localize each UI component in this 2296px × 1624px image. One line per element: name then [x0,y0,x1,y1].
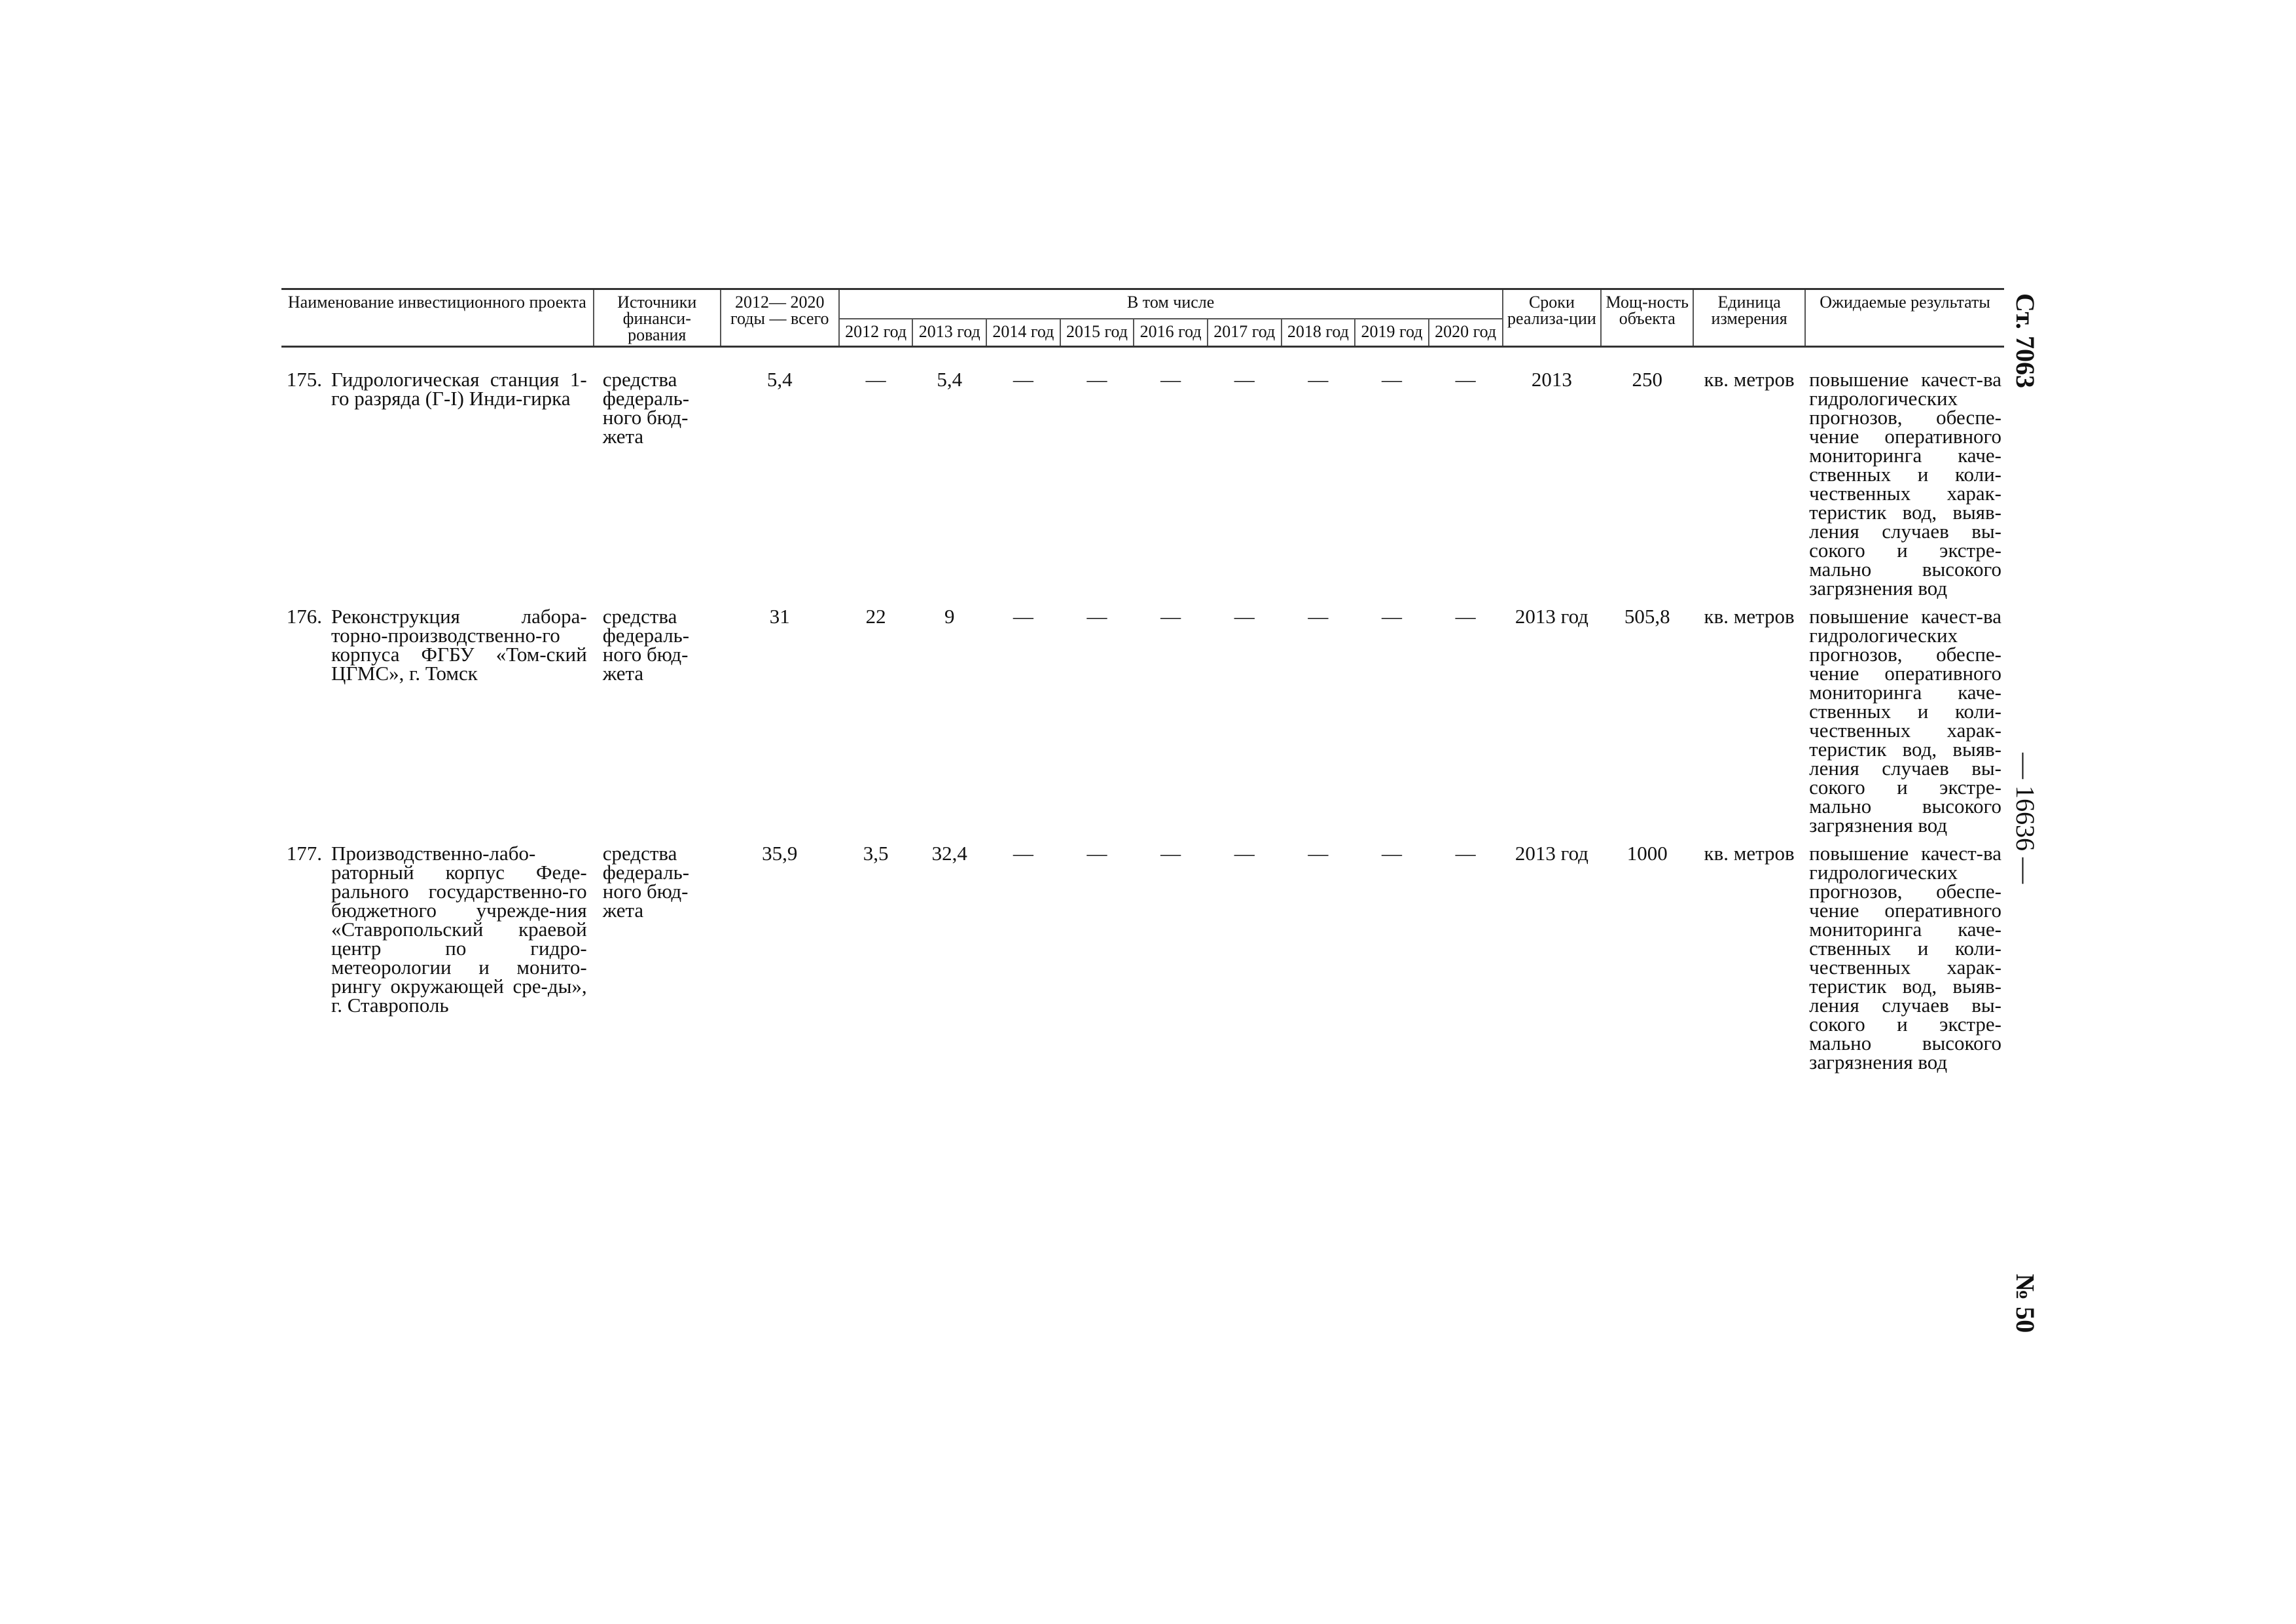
header-sources [594,289,721,347]
year-2016-value: — [1160,368,1181,391]
project-name-cell [281,844,594,1081]
year-2014-value: — [1013,368,1033,391]
year-2020-value: — [1455,368,1476,391]
total-amount: 35,9 [762,842,798,865]
year-2017-value: — [1234,605,1255,628]
table-body [281,347,2004,1081]
table-header [281,289,2004,347]
header-capacity [1601,289,1693,347]
header-year-2018: 2018 год [1282,319,1355,347]
expected-results: повышение качест-ва гидрологических прогнозов, обеспе-чение оперативного мониторинга каче-ственных и коли-чественных харак-теристик вод, выяв-ления случаев вы-сокого и экстре-мально высокого загрязнения вод [1809,842,2001,1074]
year-2019-value: — [1381,842,1402,865]
header-total-label: 2012— 2020 годы — всего [730,293,829,328]
year-2018-value: — [1308,605,1329,628]
investment-projects-table [281,288,2004,1081]
total-amount: 31 [769,605,790,628]
year-2019-value: — [1381,605,1402,628]
project-name: Реконструкция лабора-торно-производственно-го корпуса ФГБУ «Том-ский ЦГМС», г. Томск [331,605,587,685]
year-2016-value: — [1160,842,1181,865]
year-2015-value: — [1086,842,1107,865]
header-unit-label: Единица измерения [1711,293,1787,328]
header-year-2017: 2017 год [1208,319,1282,347]
table-row [281,844,2004,1081]
header-name-label: Наименование инвестиционного проекта [287,293,586,312]
funding-source: средства федераль-ного бюд-жета [602,842,690,922]
funding-source: средства федераль-ного бюд-жета [602,368,690,448]
header-including-label: В том числе [1126,293,1215,312]
year-2020-value: — [1455,842,1476,865]
article-number: Ст. 7063 [2011,293,2040,388]
year-2012-value: — [865,368,886,391]
table-row [281,607,2004,844]
project-name-cell [281,607,594,844]
header-year-2016: 2016 год [1134,319,1208,347]
header-unit [1693,289,1805,347]
header-including [839,289,1503,319]
year-2016-value: — [1160,605,1181,628]
project-name: Производственно-лабо-раторный корпус Феде-рального государственно-го бюджетного учрежде-ния «Ставропольский краевой центр по гидро-метеорологии и монито-рингу окружающей сре-ды», г. Ставрополь [331,842,587,1017]
header-year-2014: 2014 год [986,319,1060,347]
total-amount: 5,4 [766,368,793,391]
row-number: 175. [286,368,322,391]
year-2012-value: 22 [865,605,886,628]
measurement-unit: кв. метров [1704,368,1795,391]
expected-results: повышение качест-ва гидрологических прогнозов, обеспе-чение оперативного мониторинга каче-ственных и коли-чественных харак-теристик вод, выяв-ления случаев вы-сокого и экстре-мально высокого загрязнения вод [1809,368,2001,600]
project-name: Гидрологическая станция 1-го разряда (Г-I) Инди-гирка [331,368,587,410]
row-number: 176. [286,605,322,628]
header-sources-label: Источники финанси-рования [617,293,697,344]
header-year-2020: 2020 год [1429,319,1503,347]
row-number: 177. [286,842,322,865]
year-2018-value: — [1308,368,1329,391]
year-2019-value: — [1381,368,1402,391]
year-2017-value: — [1234,368,1255,391]
project-name-cell [281,347,594,607]
header-term [1503,289,1602,347]
year-2020-value: — [1455,605,1476,628]
implementation-term: 2013 [1531,368,1572,391]
header-year-2012: 2012 год [839,319,913,347]
capacity-value: 250 [1632,368,1662,391]
header-results [1805,289,2004,347]
year-2013-value: 5,4 [937,368,963,391]
year-2013-value: 32,4 [931,842,967,865]
capacity-value: 505,8 [1624,605,1670,628]
investment-table-wrap [281,288,2004,1081]
header-results-label: Ожидаемые результаты [1820,293,1990,312]
year-2013-value: 9 [944,605,955,628]
header-name [281,289,594,347]
measurement-unit: кв. метров [1704,842,1795,865]
year-2015-value: — [1086,605,1107,628]
issue-number: № 50 [2011,1274,2040,1333]
year-2014-value: — [1013,605,1033,628]
table-row [281,347,2004,607]
measurement-unit: кв. метров [1704,605,1795,628]
header-year-2013: 2013 год [912,319,986,347]
expected-results: повышение качест-ва гидрологических прогнозов, обеспе-чение оперативного мониторинга каче-ственных и коли-чественных харак-теристик вод, выяв-ления случаев вы-сокого и экстре-мально высокого загрязнения вод [1809,605,2001,837]
year-2017-value: — [1234,842,1255,865]
capacity-value: 1000 [1626,842,1668,865]
header-term-label: Сроки реализа-ции [1507,293,1596,328]
year-2018-value: — [1308,842,1329,865]
year-2015-value: — [1086,368,1107,391]
funding-source: средства федераль-ного бюд-жета [602,605,690,685]
header-total [721,289,839,347]
implementation-term: 2013 год [1515,605,1588,628]
implementation-term: 2013 год [1515,842,1588,865]
header-year-2019: 2019 год [1355,319,1429,347]
header-year-2015: 2015 год [1060,319,1134,347]
year-2014-value: — [1013,842,1033,865]
page-number: — 16636 — [2011,753,2040,884]
header-capacity-label: Мощ-ность объекта [1605,293,1689,328]
year-2012-value: 3,5 [863,842,889,865]
